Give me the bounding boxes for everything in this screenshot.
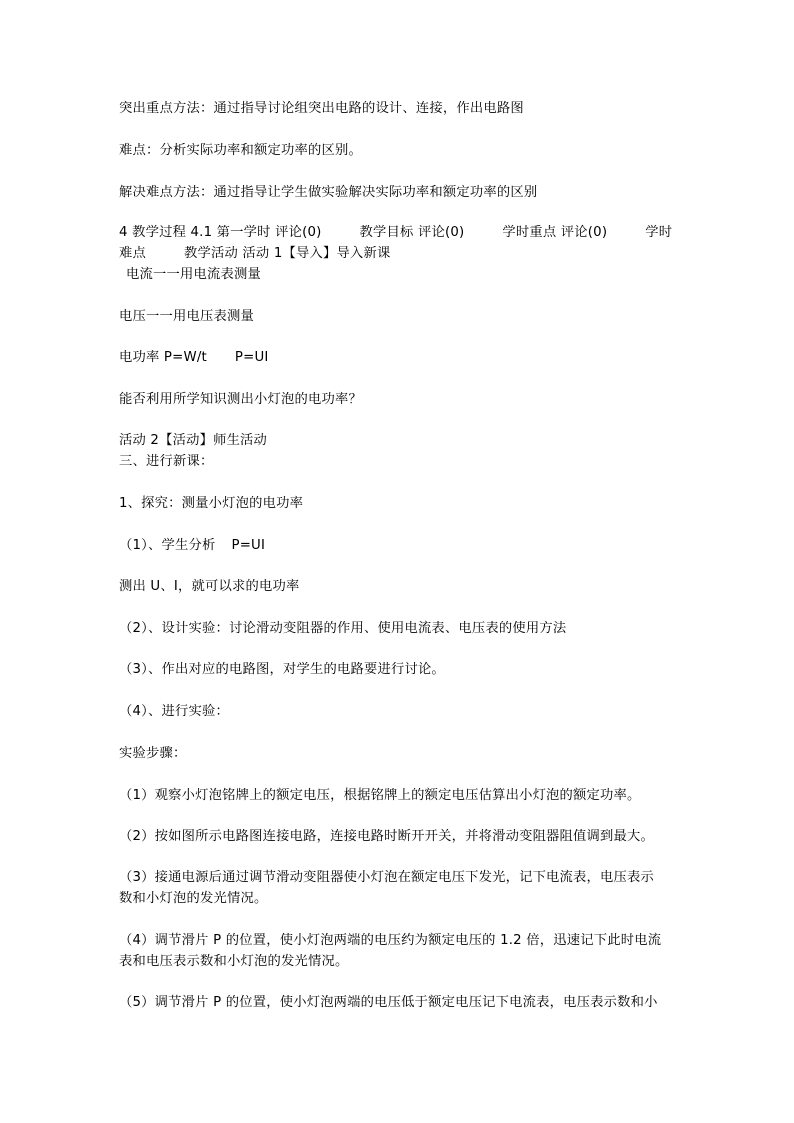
inquiry-step2: （2）、设计实验：讨论滑动变阻器的作用、使用电流表、电压表的使用方法 [119,621,567,636]
inquiry-step3: （3）、作出对应的电路图，对学生的电路要进行讨论。 [119,662,445,677]
power-formula-label: 电功率 P=W/t [119,350,207,365]
power-formula-line [119,347,679,368]
difficulty-line: 难点：分析实际功率和额定功率的区别。 [119,143,362,158]
difficulty-method-line: 解决难点方法：通过指导让学生做实验解决实际功率和额定功率的区别 [119,185,538,200]
procedure-step4-line2: 表和电压表示数和小灯泡的发光情况。 [119,954,349,969]
process-header-line [119,222,679,243]
process-header-activity: 教学活动 活动 1【导入】导入新课 [184,246,391,261]
process-header-seg1: 4 教学过程 4.1 第一学时 评论(0) [119,225,322,240]
inquiry-step4: （4）、进行实验： [119,704,229,719]
question-line: 能否利用所学知识测出小灯泡的电功率？ [119,392,362,407]
power-formula-alt: P=UI [234,350,269,365]
inquiry-step1 [119,535,679,556]
measure-line: 测出 U、I，就可以求的电功率 [119,579,300,594]
inquiry-title: 1、探究：测量小灯泡的电功率 [119,496,304,511]
procedure-step5-line1: （5）调节滑片 P 的位置，使小灯泡两端的电压低于额定电压记下电流表，电压表示数和小 [119,995,658,1010]
process-header-line2 [119,243,679,264]
procedure-step3-line1: （3）接通电源后通过调节滑动变阻器使小灯泡在额定电压下发光，记下电流表，电压表示 [119,870,655,885]
procedure-step3-line2: 数和小灯泡的发光情况。 [119,891,268,906]
voltage-line: 电压一一用电压表测量 [119,309,254,324]
process-header-seg2: 教学目标 评论(0) [359,225,465,240]
activity2-title: 活动 2【活动】师生活动 [119,433,268,448]
process-header-seg4: 学时 [645,225,673,240]
process-header-difficulty: 难点 [119,246,146,261]
inquiry-step1-label: （1）、学生分析 [119,538,216,553]
current-line: 电流一一用电流表测量 [126,267,261,282]
procedure-title: 实验步骤： [119,746,187,761]
section-title: 三、进行新课： [119,454,214,469]
process-header-seg3: 学时重点 评论(0) [502,225,608,240]
inquiry-step1-formula: P=UI [231,538,266,553]
procedure-step2: （2）按如图所示电路图连接电路，连接电路时断开开关，并将滑动变阻器阻值调到最大。 [119,829,655,844]
procedure-step1: （1）观察小灯泡铭牌上的额定电压，根据铭牌上的额定电压估算出小灯泡的额定功率。 [119,788,641,803]
procedure-step4-line1: （4）调节滑片 P 的位置，使小灯泡两端的电压约为额定电压的 1.2 倍，迅速记下此时电流 [119,933,662,948]
key-method-line: 突出重点方法：通过指导讨论组突出电路的设计、连接，作出电路图 [119,101,524,116]
